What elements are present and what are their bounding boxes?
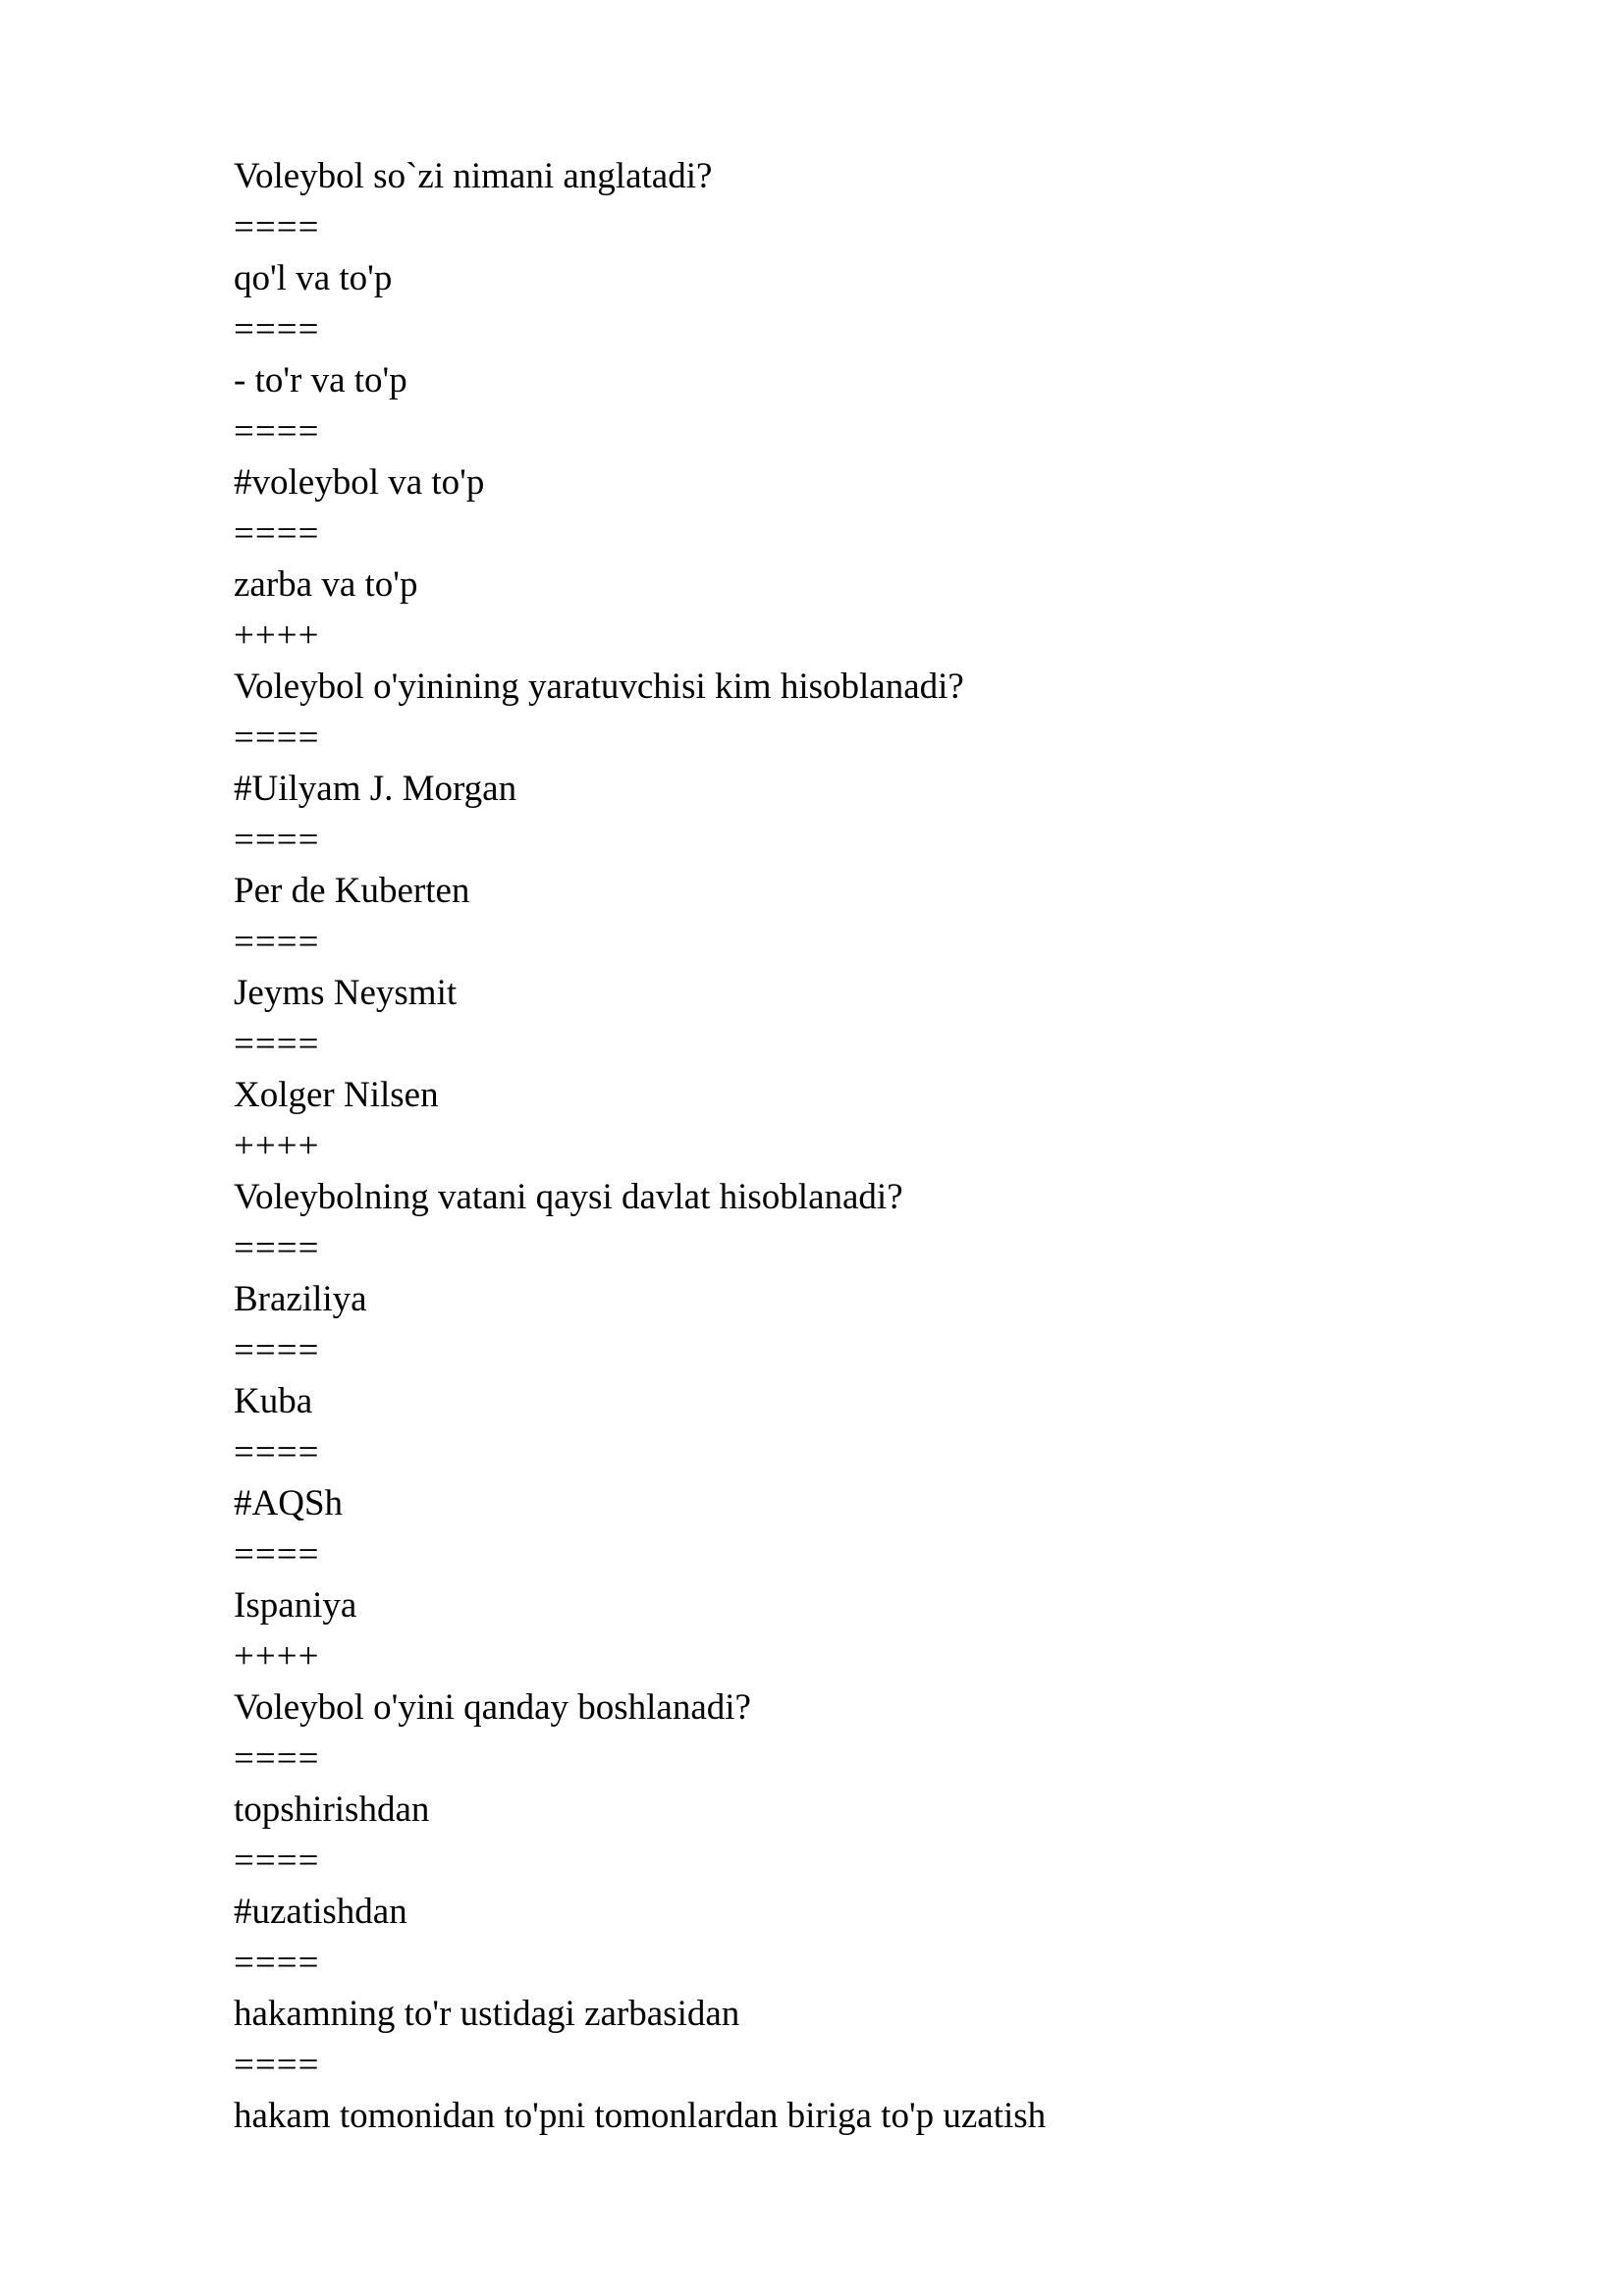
question-line: Voleybol o'yini qanday boshlanadi? bbox=[234, 1687, 751, 1728]
option-line: #voleybol va to'p bbox=[234, 462, 485, 503]
option-line: Braziliya bbox=[234, 1279, 367, 1319]
option-line: Per de Kuberten bbox=[234, 871, 470, 911]
separator-line: ==== bbox=[234, 1534, 320, 1575]
option-line: qo'l va to'p bbox=[234, 258, 393, 298]
document-body bbox=[234, 151, 1451, 2142]
separator-line: ==== bbox=[234, 513, 320, 554]
separator-line: ==== bbox=[234, 1432, 320, 1472]
option-line: Ispaniya bbox=[234, 1585, 357, 1626]
option-line: Kuba bbox=[234, 1381, 313, 1421]
option-line: Xolger Nilsen bbox=[234, 1075, 439, 1115]
separator-line: ==== bbox=[234, 1943, 320, 1983]
separator-line: ==== bbox=[234, 2045, 320, 2085]
separator-line: ==== bbox=[234, 1330, 320, 1370]
question-line: Voleybol so`zi nimani anglatadi? bbox=[234, 156, 713, 196]
separator-line: ==== bbox=[234, 411, 320, 452]
separator-line: ==== bbox=[234, 1738, 320, 1779]
separator-line: ==== bbox=[234, 1228, 320, 1268]
question-divider-line: ++++ bbox=[234, 1636, 320, 1677]
question-line: Voleybol o'yinining yaratuvchisi kim hisoblanadi? bbox=[234, 667, 964, 707]
option-line: #uzatishdan bbox=[234, 1892, 407, 1932]
option-line: #AQSh bbox=[234, 1483, 344, 1523]
option-line: Jeyms Neysmit bbox=[234, 973, 458, 1013]
question-divider-line: ++++ bbox=[234, 615, 320, 656]
option-line: zarba va to'p bbox=[234, 564, 418, 605]
separator-line: ==== bbox=[234, 207, 320, 247]
separator-line: ==== bbox=[234, 820, 320, 860]
separator-line: ==== bbox=[234, 922, 320, 962]
option-line: #Uilyam J. Morgan bbox=[234, 769, 517, 809]
option-line: topshirishdan bbox=[234, 1789, 430, 1830]
separator-line: ==== bbox=[234, 1024, 320, 1064]
option-line: hakam tomonidan to'pni tomonlardan biriga to'p uzatish bbox=[234, 2096, 1047, 2136]
option-line: hakamning to'r ustidagi zarbasidan bbox=[234, 1994, 740, 2034]
question-line: Voleybolning vatani qaysi davlat hisoblanadi? bbox=[234, 1177, 903, 1217]
separator-line: ==== bbox=[234, 309, 320, 349]
option-line: - to'r va to'p bbox=[234, 360, 407, 400]
question-divider-line: ++++ bbox=[234, 1126, 320, 1166]
separator-line: ==== bbox=[234, 718, 320, 758]
separator-line: ==== bbox=[234, 1841, 320, 1881]
